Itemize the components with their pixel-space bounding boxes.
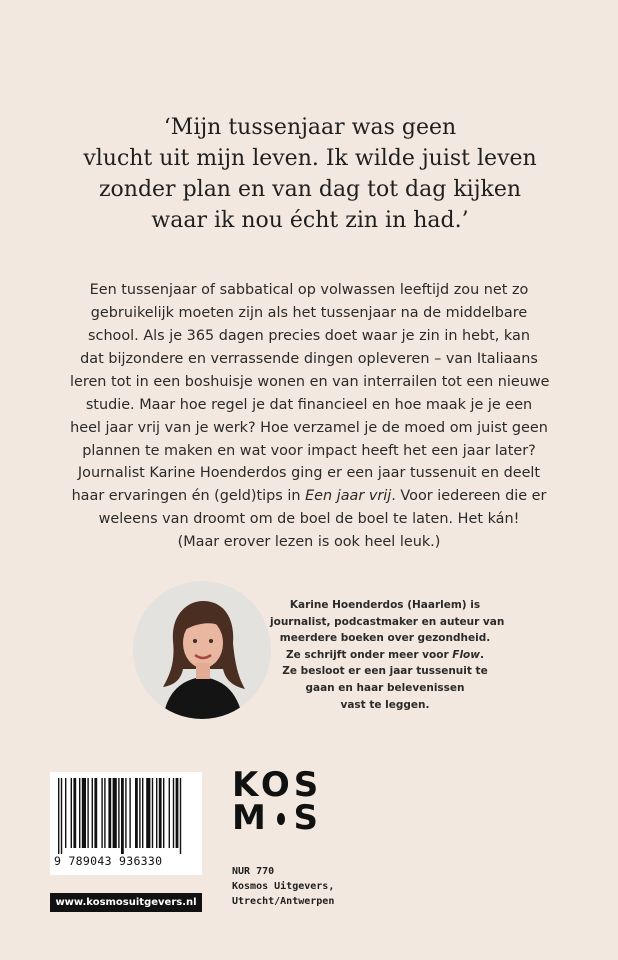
barcode-bar — [101, 778, 102, 848]
blurb-line: school. Als je 365 dagen precies doet waar je zin in hebt, kan — [88, 328, 530, 344]
blurb-line: (Maar erover lezen is ook heel leuk.) — [177, 534, 441, 550]
bio-line: Karine Hoenderdos (Haarlem) is — [289, 599, 481, 611]
author-bio — [270, 597, 505, 713]
blurb-paragraph-1 — [70, 279, 548, 463]
barcode-bar — [125, 778, 126, 848]
barcode-bar — [163, 778, 164, 848]
quote-line: ‘Mijn tussenjaar was geen — [163, 115, 457, 140]
logo-letter: M — [232, 798, 270, 838]
barcode-bar — [159, 778, 162, 848]
bio-line — [270, 647, 500, 664]
barcode-bar — [135, 778, 138, 848]
barcode-bar — [142, 778, 143, 848]
publisher-name: Kosmos Uitgevers, — [232, 881, 335, 892]
quote-line: vlucht uit mijn leven. Ik wilde juist leven — [83, 146, 537, 171]
logo-letter: S — [293, 798, 322, 838]
quote-line: zonder plan en van dag tot dag kijken — [98, 177, 522, 202]
barcode-bar — [139, 778, 140, 848]
blurb-line: leren tot in een boshuisje wonen en van interrailen tot een nieuwe — [70, 374, 550, 390]
barcode-bar — [82, 778, 86, 848]
back-cover-quote — [80, 112, 540, 236]
imprint-info — [232, 864, 334, 909]
barcode-bar — [176, 778, 179, 848]
blurb-text: haar ervaringen én (geld)tips in — [71, 488, 306, 504]
barcode-bar — [61, 778, 62, 854]
bio-line: gaan en haar belevenissen — [305, 681, 465, 694]
bio-line: meerdere boeken over gezondheid. — [279, 632, 491, 645]
book-title: Een jaar vrij — [305, 488, 392, 504]
quote-line: waar ik nou écht zin in had.’ — [151, 208, 469, 233]
barcode-bar — [79, 778, 80, 848]
blurb-line: plannen te maken en wat voor impact heeft het een jaar later? — [82, 443, 536, 459]
bio-line: journalist, podcastmaker en auteur van — [270, 615, 505, 628]
barcode-bar — [129, 778, 130, 848]
logo-row-bottom — [232, 798, 322, 838]
barcode-bar — [87, 778, 88, 848]
barcode-bar — [104, 778, 105, 848]
barcode-bar — [169, 778, 170, 848]
blurb-line: studie. Maar hoe regel je dat financieel en hoe maak je je een — [85, 397, 533, 413]
barcode-bar — [65, 778, 66, 848]
publisher-website: www.kosmosuitgevers.nl — [50, 893, 202, 912]
author-photo — [133, 581, 271, 719]
nur-code: NUR 770 — [232, 866, 275, 877]
publisher-city: Utrecht/Antwerpen — [232, 896, 335, 907]
barcode-bar — [146, 778, 150, 848]
blurb-line: heel jaar vrij van je werk? Hoe verzamel je de moed om juist geen — [70, 420, 548, 436]
barcode-bar — [121, 778, 124, 854]
bio-line: Ze besloot er een jaar tussenuit te — [282, 665, 488, 678]
barcode-bar — [92, 778, 93, 848]
author-portrait-illustration — [133, 581, 271, 719]
barcode-bar — [152, 778, 153, 848]
blurb-paragraph-2 — [70, 462, 548, 554]
blurb-line — [70, 485, 548, 508]
barcode-bar — [156, 778, 157, 848]
bio-text: Ze schrijft onder meer voor — [286, 648, 453, 661]
barcode-graphic — [50, 772, 202, 854]
blurb-line: weleens van droomt om de boel de boel te laten. Het kán! — [98, 511, 520, 527]
blurb-line: Een tussenjaar of sabbatical op volwassen leeftijd zou net zo — [89, 282, 529, 298]
blurb-text: . Voor iedereen die er — [391, 488, 547, 504]
logo-row-top: KOS — [232, 765, 323, 805]
barcode-bar — [73, 778, 76, 848]
bio-line: vast te leggen. — [340, 698, 430, 711]
blurb-line: dat bijzondere en verrassende dingen opleveren – van Italiaans — [80, 351, 538, 367]
barcode-bar — [94, 778, 97, 848]
barcode-bar — [71, 778, 72, 848]
barcode-bar — [108, 778, 111, 848]
barcode-bar — [113, 778, 117, 848]
blurb-line: gebruikelijk moeten zijn als het tussenjaar na de middelbare — [90, 305, 528, 321]
barcode-bar — [173, 778, 174, 848]
isbn-barcode — [50, 772, 202, 875]
kosmos-logo — [232, 765, 323, 838]
logo-dot-icon — [277, 813, 285, 825]
barcode-bar — [118, 778, 119, 848]
bio-text: . — [479, 648, 484, 661]
barcode-bar — [180, 778, 181, 854]
barcode-bar — [58, 778, 59, 854]
blurb-line: Journalist Karine Hoenderdos ging er een jaar tussenuit en deelt — [77, 465, 541, 481]
isbn-number: 9 789043 936330 — [54, 854, 163, 868]
magazine-name: Flow — [452, 648, 480, 661]
